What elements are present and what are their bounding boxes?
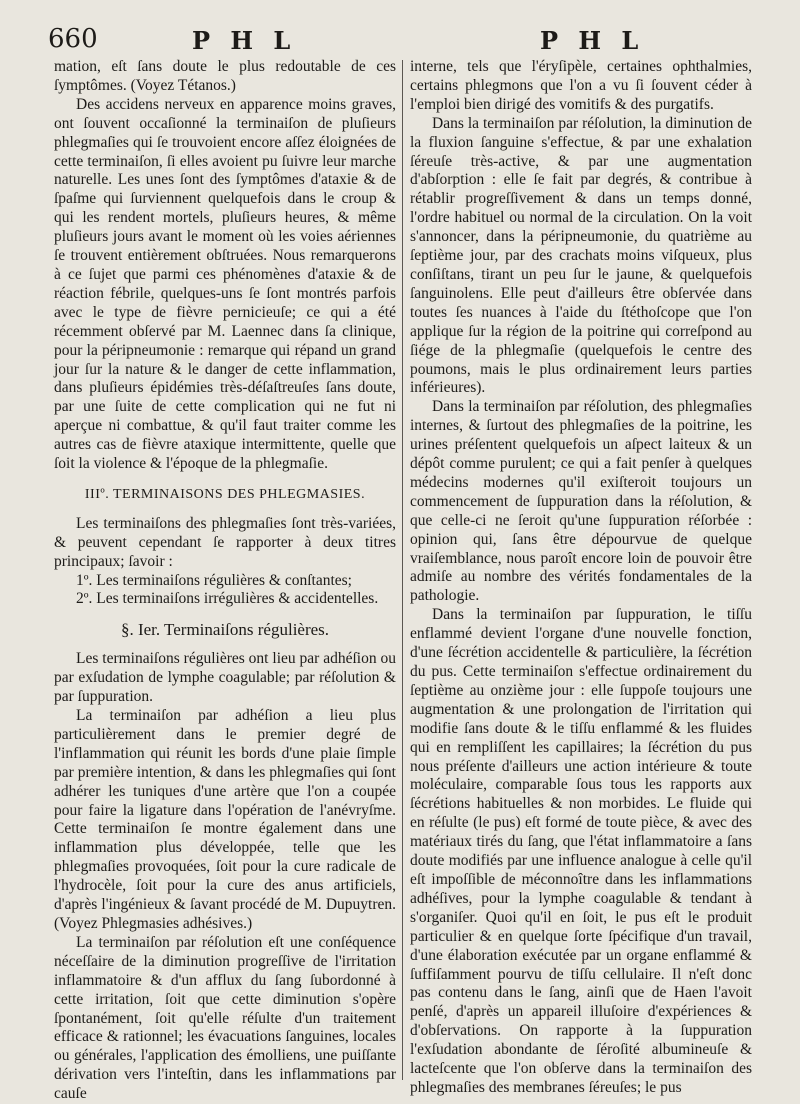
list-item: 1º. Les terminaiſons régulières & conſtantes; <box>76 571 352 589</box>
paragraph: interne, tels que l'éryſipèle, certaines ophthalmies, certains phlegmons que l'on a vu ſi ſouvent céder à l'emploi bien dirigé des vomitifs & des purgatifs. <box>410 58 752 113</box>
right-running-head: P H L <box>540 26 645 55</box>
list-item: 2º. Les terminaiſons irrégulières & accidentelles. <box>76 590 379 608</box>
paragraph: mation, eſt ſans doute le plus redoutable de ces ſymptômes. (Voyez Tétanos.) <box>54 58 396 94</box>
paragraph: Les terminaiſons régulières ont lieu par adhéſion ou par exſudation de lymphe coagulable; par réſolution & par ſuppuration. <box>54 650 396 706</box>
section-heading: IIIº. TERMINAISONS DES PHLEGMASIES. <box>84 486 366 502</box>
left-column <box>54 58 396 1103</box>
left-running-head: P H L <box>192 26 297 55</box>
paragraph: La terminaiſon par réſolution eſt une conſéquence néceſſaire de la diminution progreſſive de l'irritation inflammatoire & d'un afflux du ſang ſubordonné à cette irritation, ſoit que cette diminution s'opère ſpontanément, ſoit qu'elle réſulte d'un traitement efficace & rationnel; les évacuations ſanguines, locales ou générales, l'application des émolliens, une puiſſante dérivation vers l'inteſtin, dans les inflammations par cauſe <box>54 933 396 1103</box>
page-number: 660 <box>48 24 98 54</box>
subsection-heading: §. Ier. Terminaiſons régulières. <box>120 620 330 640</box>
paragraph: Dans la terminaiſon par réſolution, des phlegmaſies internes, & ſurtout des phlegmaſies de la poitrine, les urines préſentent quelquefois un aſpect laiteux & un dépôt comme purulent; ce qui a fait penſer à quelques médecins modernes qu'il exiſteroit toujours un commencement de ſuppuration dans la réſolution, & que celle-ci ne ſeroit qu'une ſuppuration réſorbée : opinion qui, ſans être dépourvue de quelque vraiſemblance, nous paroît encore loin de pouvoir être admiſe au nombre des vérités fondamentales de la pathologie. <box>410 398 752 605</box>
paragraph: Des accidens nerveux en apparence moins graves, ont ſouvent occaſionné la terminaiſon de pluſieurs phlegmaſies qui ſe trouvoient encore aſſez éloignées de cette terminaiſon, ſi elles avoient pu ſuivre leur marche naturelle. Les unes ſont des ſymptômes d'ataxie & de ſpaſme qui ſurviennent quelquefois dans le croup & qui les rendent mortels, pluſieurs heures, & même pluſieurs jours avant le moment où les voies aériennes ſe trouvent entièrement obſtruées. Nous remarquerons à ce ſujet que parmi ces phénomènes d'ataxie & de réaction fébrile, quelques-uns ſe ſont montrés parfois avec le type de fièvre pernicieuſe; ce qui a été récemment obſervé par M. Laennec dans ſa clinique, pour la péripneumonie : remarque qui répand un grand jour ſur la nature & le danger de cette inflammation, dans pluſieurs épidémies très-déſaſtreuſes ſans doute, par une ſuite de cette complication qui ne fut ni aperçue ni combattue, & qu'il faut traiter comme les autres cas de fièvre ataxique intermittente, quelle que ſoit la violence & l'époque de la phlegmaſie. <box>54 95 396 473</box>
right-column <box>410 58 752 1096</box>
paragraph: Les terminaiſons des phlegmaſies ſont très-variées, & peuvent cependant ſe rapporter à deux titres principaux; ſavoir : <box>54 514 396 570</box>
paragraph: Dans la terminaiſon par ſuppuration, le tiſſu enflammé devient l'organe d'une nouvelle fonction, d'une ſécrétion accidentelle & particulière, la ſécrétion du pus. Cette terminaiſon s'effectue ordinairement du ſeptième au onzième jour : elle ſuppoſe toujours une augmentation & une prolongation de l'irritation qui modifie ſans doute & le tiſſu enflammé & les fluides qui en rempliſſent les capillaires; la ſécrétion du pus nous préſente d'ailleurs une action intérieure & toute moléculaire, comparable ſous tous les rapports aux ſécrétions habituelles & non morbides. Le fluide qui en réſulte (le pus) eſt formé de toute pièce, & avec des matériaux tirés du ſang, que l'état inflammatoire a ſans doute modifiés par une influence analogue à celle qu'il eſt impoſſible de méconnoître dans les inflammations adhéſives, pour la lymphe coagulable & tendant à s'organiſer. Quoi qu'il en ſoit, le pus eſt le produit particulier & en quelque ſorte ſpécifique d'un travail, d'une élaboration exécutée par un organe enflammé & ſuffiſamment pourvu de tiſſu cellulaire. Il n'eſt donc pas contenu dans le ſang, ainſi que de Haen l'avoit penſé, d'après un appareil illuſoire d'expériences & d'obſervations. On rapporte à la ſuppuration l'exſudation abondante de ſéroſité albumineuſe & lacteſcente que l'on obſerve dans la terminaiſon des phlegmaſies des membranes ſéreuſes; le pus <box>410 606 752 1096</box>
column-divider <box>402 60 403 1080</box>
page-header <box>0 22 800 56</box>
paragraph: La terminaiſon par adhéſion a lieu plus particulièrement dans le premier degré de l'inflammation qui réunit les bords d'une plaie ſimple par première intention, & dans les phlegmaſies qui ſont adhérer les tuniques d'une artère que l'on a coupée pour faire la ligature dans l'opération de l'anévryſme. Cette terminaiſon ſe montre également dans une inflammation plus développée, telle que les phlegmaſies provoquées, ſoit pour la cure radicale de l'hydrocèle, ſoit pour la cure des anus artificiels, d'après l'ingénieux & ſavant procédé de M. Dupuytren. (Voyez Phlegmasies adhésives.) <box>54 707 396 932</box>
paragraph: Dans la terminaiſon par réſolution, la diminution de la fluxion ſanguine s'effectue, & par une exhalation ſéreuſe très-active, & par une augmentation d'abſorption : elle ſe fait par degrés, & contribue à rétablir progreſſivement & dans un temps donné, l'ordre habituel ou normal de la circulation. On la voit s'annoncer, dans la péripneumonie, du quatrième au ſeptième jour, par des crachats moins viſqueux, plus conſiſtans, tirant un peu ſur le jaune, & quelquefois ſanguinolens. Elle peut d'ailleurs être obſervée dans toutes ſes nuances à l'aide du ſtéthoſcope que l'on applique ſur la région de la poitrine qui correſpond au ſiége de la phlegmaſie (quelquefois le centre des poumons, mais le plus ordinairement leurs parties inférieures). <box>410 114 752 397</box>
